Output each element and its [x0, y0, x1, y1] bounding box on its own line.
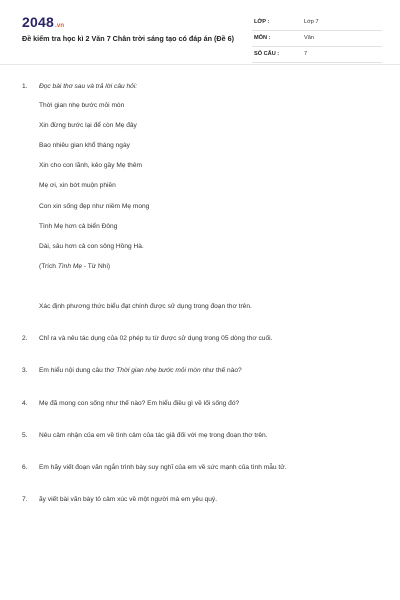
- question-number: 3.: [22, 367, 28, 374]
- question-text: [39, 366, 374, 375]
- poem-line: Xin đừng bước lại để còn Mẹ đây: [39, 122, 137, 129]
- meta-info: [252, 16, 382, 64]
- question-text: Mẹ đã mong con sống như thế nào? Em hiểu điều gì về lối sống đó?: [39, 400, 240, 407]
- logo-main: 2048: [22, 14, 54, 30]
- question-text-after: như thế nào?: [200, 367, 242, 374]
- question-item: [22, 463, 378, 473]
- source-suffix: - Từ Nhi): [82, 263, 111, 270]
- question-text: Xác định phương thức biểu đạt chính được sử dụng trong đoạn thơ trên.: [39, 303, 252, 310]
- header-divider: [0, 64, 400, 65]
- meta-row-subject: [252, 32, 382, 47]
- poem-line: Con xin sống đẹp như niềm Mẹ mong: [39, 203, 150, 210]
- question-number: 1.: [22, 83, 28, 90]
- question-number: 7.: [22, 496, 28, 503]
- question-text: Chỉ ra và nêu tác dụng của 02 phép tu từ được sử dụng trong 05 dòng thơ cuối.: [39, 335, 273, 342]
- poem-line: Thời gian nhẹ bước mỏi mòn: [39, 102, 125, 109]
- question-intro: Đọc bài thơ sau và trả lời câu hỏi:: [39, 83, 138, 90]
- question-text: ãy viết bài văn bày tỏ cảm xúc về một người mà em yêu quý.: [39, 496, 218, 503]
- site-logo[interactable]: [22, 14, 64, 30]
- question-number: 5.: [22, 432, 28, 439]
- question-item: [22, 495, 378, 505]
- question-number: 2.: [22, 335, 28, 342]
- question-text: Em hãy viết đoạn văn ngắn trình bày suy nghĩ của em về sức mạnh của tình mẫu tử.: [39, 464, 287, 471]
- poem-line: Dài, sâu hơn cả con sông Hồng Hà.: [39, 243, 144, 250]
- document-title: Đề kiểm tra học kì 2 Văn 7 Chân trời sáng tạo có đáp án (Đề 6): [22, 34, 235, 43]
- poem-line: Mẹ ơi, xin bớt muộn phiền: [39, 182, 116, 189]
- meta-row-count: [252, 48, 382, 63]
- poem-line: Bao nhiêu gian khổ tháng ngày: [39, 142, 130, 149]
- poem-line: Xin cho con lãnh, kẻo gầy Mẹ thêm: [39, 162, 142, 169]
- meta-label: MÔN :: [254, 35, 271, 41]
- question-number: 4.: [22, 400, 28, 407]
- question-item: [22, 82, 378, 312]
- meta-row-class: [252, 16, 382, 31]
- source-prefix: (Trích: [39, 263, 58, 270]
- meta-label: LỚP :: [254, 19, 270, 25]
- question-item: [22, 399, 378, 409]
- question-text: Nêu cảm nhận của em về tình cảm của tác giả đối với mẹ trong đoạn thơ trên.: [39, 432, 268, 439]
- question-item: [22, 334, 378, 344]
- poem-line: Tình Mẹ hơn cả biển Đông: [39, 223, 118, 230]
- question-number: 6.: [22, 464, 28, 471]
- meta-label: SỐ CÂU :: [254, 51, 280, 57]
- meta-value: Văn: [304, 35, 314, 41]
- question-text-italic: Thời gian nhẹ bước mỏi mòn: [116, 367, 201, 374]
- question-item: [22, 431, 378, 441]
- header: [22, 14, 378, 62]
- poem-source: [39, 262, 110, 271]
- logo-suffix: .vn: [54, 23, 65, 29]
- question-item: [22, 366, 378, 376]
- meta-value: Lớp 7: [304, 19, 319, 25]
- question-text-before: Em hiểu nội dung câu thơ: [39, 367, 117, 374]
- source-work: Tình Mẹ: [57, 263, 82, 270]
- meta-value: 7: [304, 51, 308, 57]
